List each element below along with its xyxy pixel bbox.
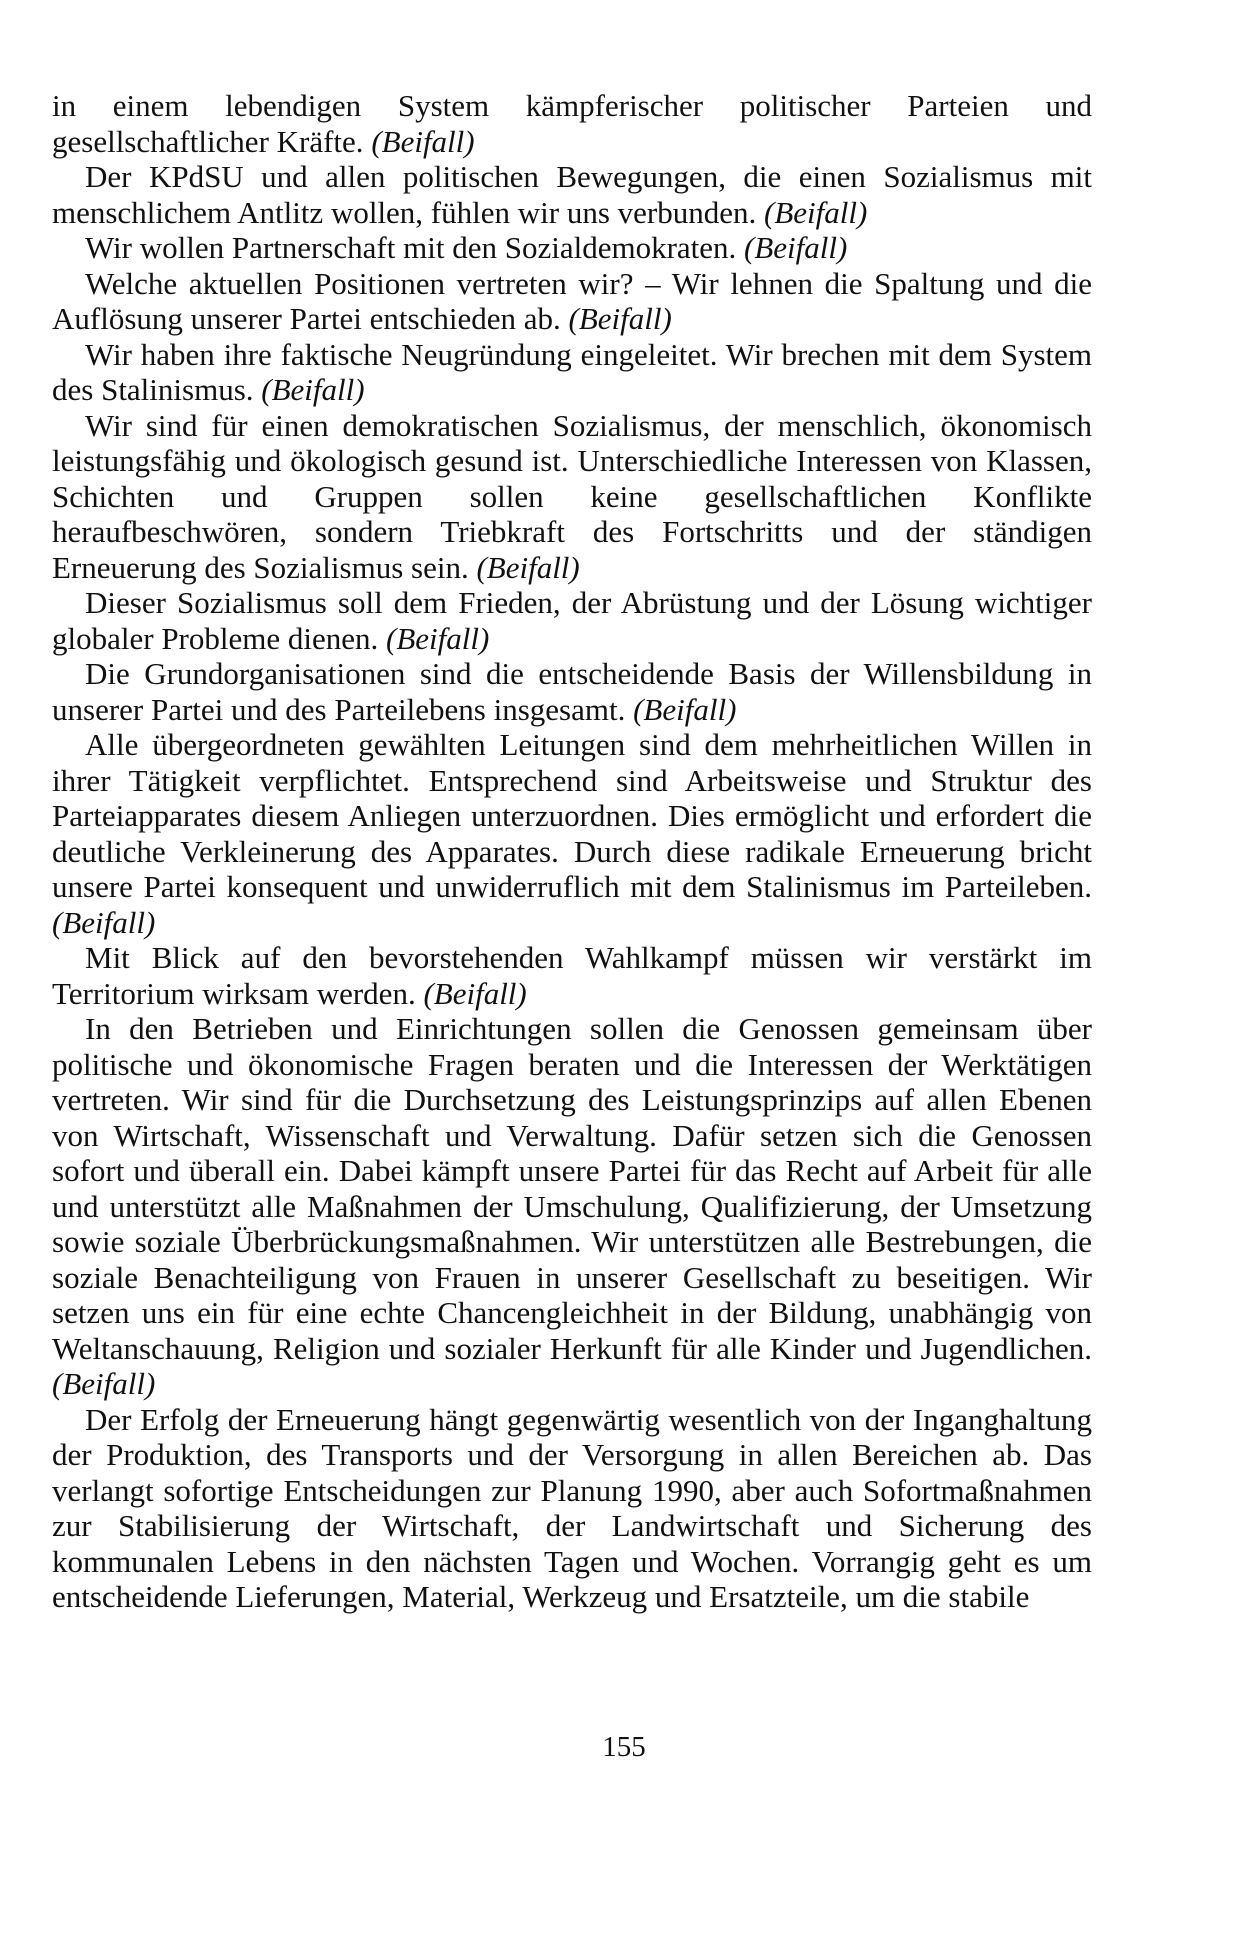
applause-note: (Beifall) <box>764 194 868 230</box>
paragraph-text: In den Betrieben und Einrichtungen sollen die Genossen gemeinsam über politische und ökonomische Fragen beraten und die Interessen der Werktätigen vertreten. Wir sind für die Durchsetzung des Leistungsprinzips auf allen Ebenen von Wirtschaft, Wissenschaft und Verwaltung. Dafür setzen sich die Genossen sofort und überall ein. Dabei kämpft unsere Partei für das Recht auf Arbeit für alle und unterstützt alle Maßnahmen der Umschulung, Qualifizierung, der Umsetzung sowie soziale Überbrückungsmaßnahmen. Wir unterstützen alle Bestrebungen, die soziale Benachteiligung von Frauen in unserer Gesellschaft zu beseitigen. Wir setzen uns ein für eine echte Chancengleichheit in der Bildung, unabhängig von Weltanschauung, Religion und sozialer Herkunft für alle Kinder und Jugendlichen. <box>52 1011 1092 1366</box>
paragraph-text: Mit Blick auf den bevorstehenden Wahlkampf müssen wir verstärkt im Territorium wirksam werden. <box>52 940 1092 1011</box>
paragraph-text: in einem lebendigen System kämpferischer politischer Parteien und gesellschaftlicher Kräfte. <box>52 88 1092 159</box>
paragraph <box>52 337 1092 408</box>
applause-note: (Beifall) <box>261 372 365 407</box>
paragraph <box>52 159 1092 230</box>
applause-note: (Beifall) <box>568 301 672 336</box>
applause-note: (Beifall) <box>52 904 156 940</box>
paragraph <box>52 585 1092 656</box>
paragraph-text: Wir haben ihre faktische Neugründung eingeleitet. Wir brechen mit dem System des Stalinismus. <box>52 336 1092 407</box>
paragraph-text: Dieser Sozialismus soll dem Frieden, der Abrüstung und der Lösung wichtiger globaler Probleme dienen. <box>52 585 1092 656</box>
paragraph-text: Der Erfolg der Erneuerung hängt gegenwärtig wesentlich von der Inganghaltung der Produktion, des Transports und der Versorgung in allen Bereichen ab. Das verlangt sofortige Entscheidungen zur Planung 1990, aber auch Sofortmaßnahmen zur Stabilisierung der Wirtschaft, der Landwirtschaft und Sicherung des kommunalen Lebens in den nächsten Tagen und Wochen. Vorrangig geht es um entscheidende Lieferungen, Material, Werkzeug und Ersatzteile, um die stabile <box>52 1401 1092 1614</box>
paragraph <box>52 88 1092 159</box>
paragraph-text: Die Grundorganisationen sind die entscheidende Basis der Willensbildung in unserer Partei und des Parteilebens insgesamt. <box>52 656 1092 727</box>
paragraph <box>52 727 1092 940</box>
paragraph <box>52 266 1092 337</box>
applause-note: (Beifall) <box>633 691 737 727</box>
paragraph <box>52 230 1092 266</box>
applause-note: (Beifall) <box>386 620 490 656</box>
applause-note: (Beifall) <box>52 1366 156 1401</box>
applause-note: (Beifall) <box>744 230 848 265</box>
paragraph-text: Wir wollen Partnerschaft mit den Sozialdemokraten. <box>85 230 745 265</box>
page-number: 155 <box>602 1731 646 1763</box>
paragraph <box>52 1011 1092 1402</box>
paragraph-text: Der KPdSU und allen politischen Bewegungen, die einen Sozialismus mit menschlichem Antlitz wollen, fühlen wir uns verbunden. <box>52 159 1092 230</box>
paragraph-text: Welche aktuellen Positionen vertreten wir? – Wir lehnen die Spaltung und die Auflösung unserer Partei entschieden ab. <box>52 265 1092 336</box>
paragraph <box>52 408 1092 586</box>
page-body <box>52 88 1092 1615</box>
applause-note: (Beifall) <box>371 123 475 159</box>
paragraph-text: Wir sind für einen demokratischen Sozialismus, der menschlich, ökonomisch leistungsfähig und ökologisch gesund ist. Unterschiedliche Interessen von Klassen, Schichten und Gruppen sollen keine gesellschaftlichen Konflikte heraufbeschwören, sondern Triebkraft des Fortschritts und der ständigen Erneuerung des Sozialismus sein. <box>52 407 1092 585</box>
applause-note: (Beifall) <box>423 975 527 1011</box>
paragraph <box>52 1402 1092 1615</box>
applause-note: (Beifall) <box>476 549 580 585</box>
paragraph-text: Alle übergeordneten gewählten Leitungen sind dem mehrheitlichen Willen in ihrer Tätigkeit verpflichtet. Entsprechend sind Arbeitsweise und Struktur des Parteiapparates diesem Anliegen unterzuordnen. Dies ermöglicht und erfordert die deutliche Verkleinerung des Apparates. Durch diese radikale Erneuerung bricht unsere Partei konsequent und unwiderruflich mit dem Stalinismus im Parteileben. <box>52 727 1092 904</box>
paragraph <box>52 940 1092 1011</box>
paragraph <box>52 656 1092 727</box>
